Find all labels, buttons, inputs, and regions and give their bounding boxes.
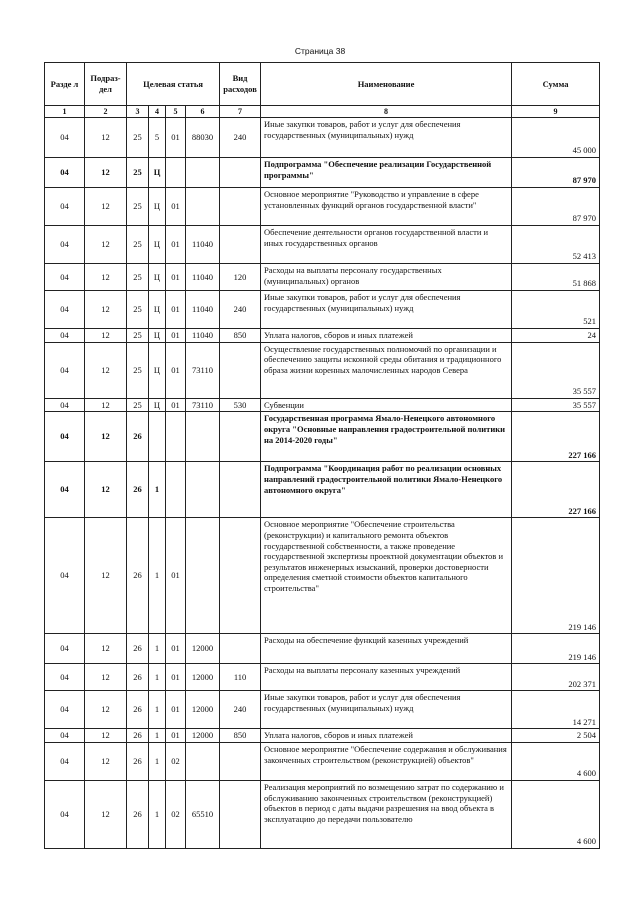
program-code-cell: 25 [127, 291, 149, 329]
expense-type-cell [220, 742, 261, 780]
podrazdel-cell: 12 [85, 742, 127, 780]
subprogram-code-cell: Ц [149, 264, 166, 291]
program-code-cell: 26 [127, 518, 149, 634]
amount-cell: 2 504 [512, 729, 600, 743]
program-code-cell: 25 [127, 226, 149, 264]
direction-code-cell: 12000 [186, 729, 220, 743]
expense-type-cell [220, 412, 261, 462]
direction-code-cell: 11040 [186, 264, 220, 291]
expense-type-cell: 530 [220, 398, 261, 412]
name-cell: Иные закупки товаров, работ и услуг для обеспечения государственных (муниципальных) нужд [261, 291, 512, 329]
activity-code-cell: 01 [166, 118, 186, 158]
program-code-cell: 25 [127, 264, 149, 291]
direction-code-cell [186, 412, 220, 462]
direction-code-cell: 73110 [186, 342, 220, 398]
program-code-cell: 25 [127, 158, 149, 188]
program-code-cell: 25 [127, 342, 149, 398]
podrazdel-cell: 12 [85, 729, 127, 743]
activity-code-cell: 01 [166, 691, 186, 729]
expense-type-cell [220, 158, 261, 188]
activity-code-cell: 01 [166, 664, 186, 691]
subprogram-code-cell: 1 [149, 780, 166, 848]
razdel-cell: 04 [45, 226, 85, 264]
direction-code-cell [186, 158, 220, 188]
razdel-cell: 04 [45, 634, 85, 664]
amount-cell: 87 970 [512, 158, 600, 188]
podrazdel-cell: 12 [85, 291, 127, 329]
direction-code-cell: 11040 [186, 329, 220, 343]
razdel-cell: 04 [45, 342, 85, 398]
expense-type-cell: 850 [220, 329, 261, 343]
direction-code-cell: 88030 [186, 118, 220, 158]
program-code-cell: 26 [127, 742, 149, 780]
table-row [45, 412, 600, 462]
direction-code-cell: 73110 [186, 398, 220, 412]
amount-cell: 4 600 [512, 780, 600, 848]
header-podrazdel: Подраз- дел [85, 63, 127, 106]
table-row [45, 291, 600, 329]
program-code-cell: 25 [127, 188, 149, 226]
header-naimenovanie: Наименование [261, 63, 512, 106]
amount-cell: 202 371 [512, 664, 600, 691]
podrazdel-cell: 12 [85, 329, 127, 343]
amount-cell: 14 271 [512, 691, 600, 729]
expense-type-cell [220, 634, 261, 664]
razdel-cell: 04 [45, 742, 85, 780]
expense-type-cell [220, 780, 261, 848]
column-number: 2 [85, 106, 127, 118]
table-row [45, 518, 600, 634]
expense-type-cell: 240 [220, 118, 261, 158]
name-cell: Основное мероприятие "Руководство и управление в сфере установленных функций органов государственной власти" [261, 188, 512, 226]
program-code-cell: 26 [127, 462, 149, 518]
table-header-row [45, 63, 600, 106]
name-cell: Иные закупки товаров, работ и услуг для обеспечения государственных (муниципальных) нужд [261, 118, 512, 158]
column-number: 6 [186, 106, 220, 118]
razdel-cell: 04 [45, 398, 85, 412]
podrazdel-cell: 12 [85, 264, 127, 291]
column-number: 4 [149, 106, 166, 118]
program-code-cell: 25 [127, 398, 149, 412]
activity-code-cell: 01 [166, 291, 186, 329]
name-cell: Субвенции [261, 398, 512, 412]
razdel-cell: 04 [45, 691, 85, 729]
direction-code-cell [186, 188, 220, 226]
column-number: 9 [512, 106, 600, 118]
budget-table [44, 62, 600, 849]
razdel-cell: 04 [45, 462, 85, 518]
direction-code-cell: 11040 [186, 291, 220, 329]
name-cell: Расходы на обеспечение функций казенных учреждений [261, 634, 512, 664]
table-row [45, 158, 600, 188]
program-code-cell: 26 [127, 634, 149, 664]
razdel-cell: 04 [45, 329, 85, 343]
podrazdel-cell: 12 [85, 780, 127, 848]
razdel-cell: 04 [45, 188, 85, 226]
podrazdel-cell: 12 [85, 462, 127, 518]
table-row [45, 742, 600, 780]
activity-code-cell [166, 412, 186, 462]
activity-code-cell: 01 [166, 518, 186, 634]
name-cell: Государственная программа Ямало-Ненецкого автономного округа "Основные направления градостроительной политики на 2014-2020 годы" [261, 412, 512, 462]
page-number: Страница 38 [294, 46, 346, 56]
amount-cell: 219 146 [512, 518, 600, 634]
subprogram-code-cell: 1 [149, 742, 166, 780]
table-row [45, 226, 600, 264]
amount-cell: 35 557 [512, 398, 600, 412]
activity-code-cell [166, 158, 186, 188]
name-cell: Подпрограмма "Координация работ по реализации основных направлений градостроительной политики Ямало-Ненецкого автономного округа" [261, 462, 512, 518]
name-cell: Основное мероприятие "Обеспечение содержания и обслуживания законченных строительством (реконструкцией) объектов" [261, 742, 512, 780]
column-number: 1 [45, 106, 85, 118]
amount-cell: 24 [512, 329, 600, 343]
razdel-cell: 04 [45, 291, 85, 329]
podrazdel-cell: 12 [85, 118, 127, 158]
activity-code-cell: 01 [166, 264, 186, 291]
direction-code-cell [186, 518, 220, 634]
expense-type-cell [220, 462, 261, 518]
column-number: 7 [220, 106, 261, 118]
subprogram-code-cell: Ц [149, 329, 166, 343]
name-cell: Иные закупки товаров, работ и услуг для обеспечения государственных (муниципальных) нужд [261, 691, 512, 729]
header-vid-raskhodov: Вид расходов [220, 63, 261, 106]
subprogram-code-cell: Ц [149, 188, 166, 226]
direction-code-cell: 11040 [186, 226, 220, 264]
table-row [45, 691, 600, 729]
table-row [45, 264, 600, 291]
podrazdel-cell: 12 [85, 158, 127, 188]
direction-code-cell: 12000 [186, 634, 220, 664]
amount-cell: 219 146 [512, 634, 600, 664]
subprogram-code-cell: Ц [149, 158, 166, 188]
subprogram-code-cell: 1 [149, 664, 166, 691]
podrazdel-cell: 12 [85, 691, 127, 729]
razdel-cell: 04 [45, 780, 85, 848]
expense-type-cell [220, 226, 261, 264]
direction-code-cell: 12000 [186, 664, 220, 691]
amount-cell: 4 600 [512, 742, 600, 780]
table-row [45, 118, 600, 158]
program-code-cell: 26 [127, 780, 149, 848]
program-code-cell: 26 [127, 729, 149, 743]
table-row [45, 188, 600, 226]
activity-code-cell: 01 [166, 634, 186, 664]
program-code-cell: 26 [127, 412, 149, 462]
column-number: 5 [166, 106, 186, 118]
razdel-cell: 04 [45, 412, 85, 462]
column-number: 8 [261, 106, 512, 118]
activity-code-cell [166, 462, 186, 518]
subprogram-code-cell: Ц [149, 398, 166, 412]
subprogram-code-cell: 1 [149, 729, 166, 743]
direction-code-cell: 65510 [186, 780, 220, 848]
amount-cell: 521 [512, 291, 600, 329]
header-tselevaya-statya: Целевая статья [127, 63, 220, 106]
razdel-cell: 04 [45, 664, 85, 691]
header-summa: Сумма [512, 63, 600, 106]
podrazdel-cell: 12 [85, 226, 127, 264]
name-cell: Подпрограмма "Обеспечение реализации Государственной программы" [261, 158, 512, 188]
program-code-cell: 25 [127, 329, 149, 343]
activity-code-cell: 01 [166, 729, 186, 743]
program-code-cell: 25 [127, 118, 149, 158]
amount-cell: 227 166 [512, 412, 600, 462]
column-number: 3 [127, 106, 149, 118]
table-row [45, 664, 600, 691]
table-row [45, 398, 600, 412]
name-cell: Расходы на выплаты персоналу казенных учреждений [261, 664, 512, 691]
direction-code-cell [186, 462, 220, 518]
activity-code-cell: 02 [166, 780, 186, 848]
header-razdel: Разде л [45, 63, 85, 106]
expense-type-cell [220, 342, 261, 398]
name-cell: Уплата налогов, сборов и иных платежей [261, 729, 512, 743]
podrazdel-cell: 12 [85, 634, 127, 664]
direction-code-cell: 12000 [186, 691, 220, 729]
activity-code-cell: 01 [166, 342, 186, 398]
table-row [45, 634, 600, 664]
activity-code-cell: 01 [166, 329, 186, 343]
expense-type-cell: 240 [220, 691, 261, 729]
subprogram-code-cell: Ц [149, 342, 166, 398]
name-cell: Расходы на выплаты персоналу государственных (муниципальных) органов [261, 264, 512, 291]
subprogram-code-cell: 5 [149, 118, 166, 158]
table-row [45, 780, 600, 848]
subprogram-code-cell: 1 [149, 691, 166, 729]
name-cell: Реализация мероприятий по возмещению затрат по содержанию и обслуживанию законченных строительством (реконструкцией) объектов в период с даты выдачи разрешения на ввод объекта в эксплуатацию до передачи пользователю [261, 780, 512, 848]
subprogram-code-cell: 1 [149, 634, 166, 664]
podrazdel-cell: 12 [85, 398, 127, 412]
table-row [45, 462, 600, 518]
name-cell: Основное мероприятие "Обеспечение строительства (реконструкции) и капитального ремонта объектов государственной собственности, а также проведение государственной экспертизы проектной документации объектов и результатов инженерных изысканий, проверки достоверности определения сметной стоимости объектов капитального строительства" [261, 518, 512, 634]
expense-type-cell: 120 [220, 264, 261, 291]
podrazdel-cell: 12 [85, 664, 127, 691]
amount-cell: 87 970 [512, 188, 600, 226]
expense-type-cell: 110 [220, 664, 261, 691]
direction-code-cell [186, 742, 220, 780]
razdel-cell: 04 [45, 158, 85, 188]
name-cell: Обеспечение деятельности органов государственной власти и иных государственных органов [261, 226, 512, 264]
subprogram-code-cell: Ц [149, 291, 166, 329]
expense-type-cell: 240 [220, 291, 261, 329]
table-row [45, 342, 600, 398]
amount-cell: 227 166 [512, 462, 600, 518]
program-code-cell: 26 [127, 664, 149, 691]
razdel-cell: 04 [45, 118, 85, 158]
podrazdel-cell: 12 [85, 412, 127, 462]
amount-cell: 45 000 [512, 118, 600, 158]
razdel-cell: 04 [45, 264, 85, 291]
name-cell: Осуществление государственных полномочий по организации и обеспечению защиты исконной среды обитания и традиционного образа жизни коренных малочисленных народов Севера [261, 342, 512, 398]
column-number-row [45, 106, 600, 118]
razdel-cell: 04 [45, 729, 85, 743]
name-cell: Уплата налогов, сборов и иных платежей [261, 329, 512, 343]
activity-code-cell: 01 [166, 398, 186, 412]
subprogram-code-cell: Ц [149, 226, 166, 264]
podrazdel-cell: 12 [85, 518, 127, 634]
amount-cell: 35 557 [512, 342, 600, 398]
subprogram-code-cell [149, 412, 166, 462]
program-code-cell: 26 [127, 691, 149, 729]
activity-code-cell: 01 [166, 226, 186, 264]
expense-type-cell: 850 [220, 729, 261, 743]
subprogram-code-cell: 1 [149, 462, 166, 518]
activity-code-cell: 02 [166, 742, 186, 780]
table-row [45, 329, 600, 343]
amount-cell: 52 413 [512, 226, 600, 264]
amount-cell: 51 868 [512, 264, 600, 291]
podrazdel-cell: 12 [85, 188, 127, 226]
expense-type-cell [220, 188, 261, 226]
table-row [45, 729, 600, 743]
expense-type-cell [220, 518, 261, 634]
razdel-cell: 04 [45, 518, 85, 634]
subprogram-code-cell: 1 [149, 518, 166, 634]
podrazdel-cell: 12 [85, 342, 127, 398]
activity-code-cell: 01 [166, 188, 186, 226]
